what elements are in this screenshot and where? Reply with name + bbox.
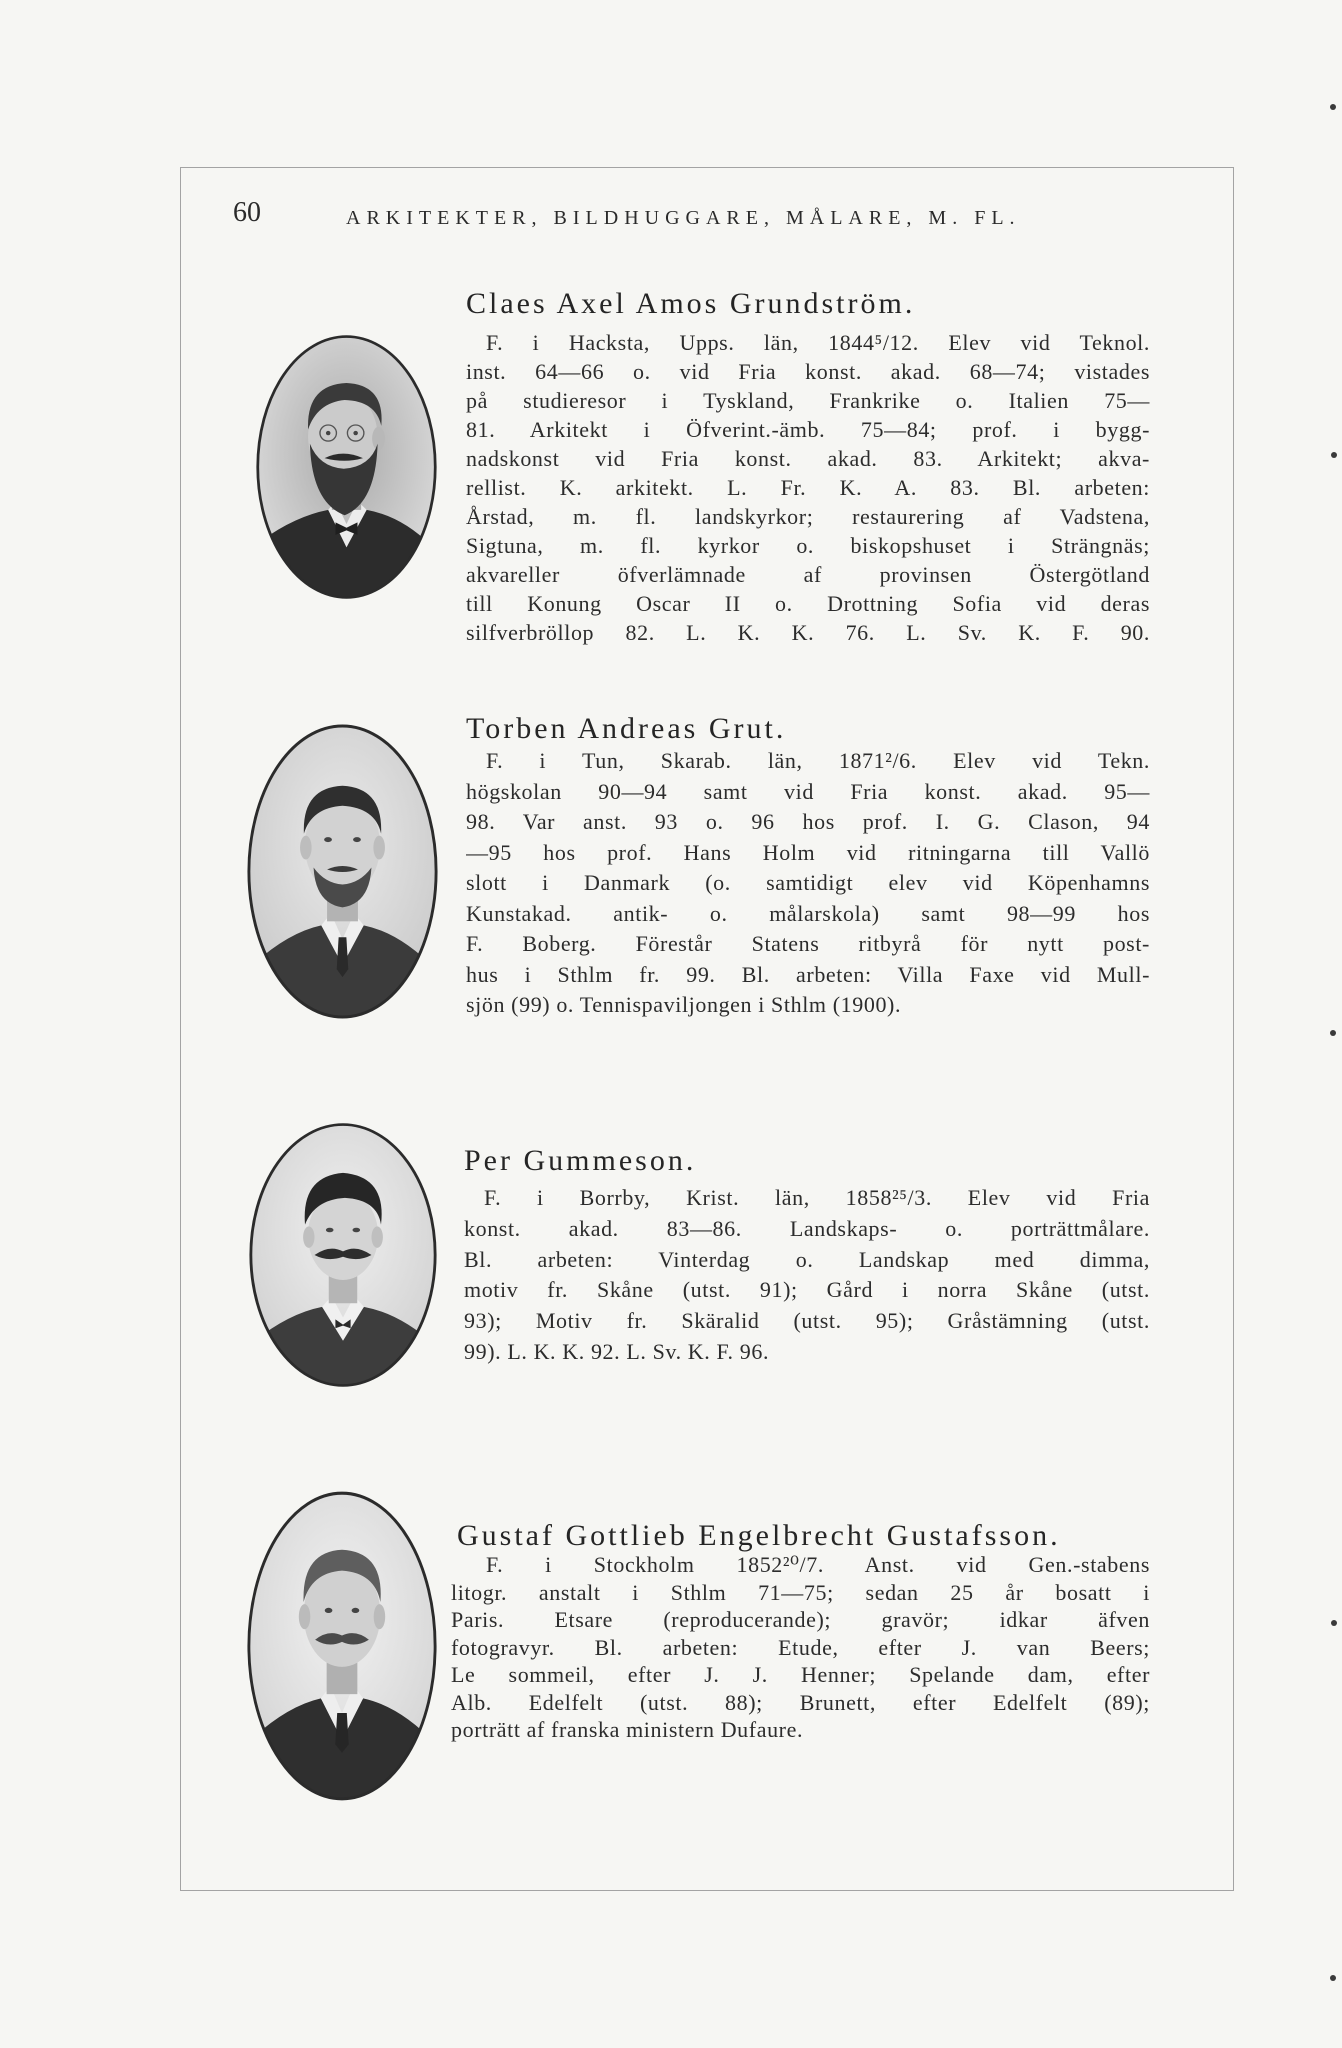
text-line: F. i Tun, Skarab. län, 1871²/6. Elev vid Tekn. [486,748,1150,773]
portrait-image [246,722,439,1021]
text-line: inst. 64—66 o. vid Fria konst. akad. 68—74; vistades [466,359,1150,384]
text-line: rellist. K. arkitekt. L. Fr. K. A. 83. Bl. arbeten: [466,475,1150,500]
text-line: motiv fr. Skåne (utst. 91); Gård i norra Skåne (utst. [464,1277,1150,1303]
page-number: 60 [233,197,261,228]
text-line: —95 hos prof. Hans Holm vid ritningarna till Vallö [466,839,1150,865]
text-line: akvareller öfverlämnade af provinsen Östergötland [466,562,1150,587]
entry-title: Per Gummeson. [464,1144,697,1177]
text-line: konst. akad. 83—86. Landskaps- o. porträttmålare. [464,1215,1150,1241]
entry-title: Claes Axel Amos Grundström. [466,287,916,320]
running-head: ARKITEKTER, BILDHUGGARE, MÅLARE, M. FL. [346,207,1021,229]
entry-body [464,1183,1150,1368]
entry-title: Torben Andreas Grut. [466,712,787,745]
text-line: 81. Arkitekt i Öfverint.-ämb. 75—84; prof. i bygg- [466,417,1150,442]
text-line: F. Boberg. Förestår Statens ritbyrå för nytt post- [466,931,1150,956]
text-line: F. i Hacksta, Upps. län, 1844⁵/12. Elev vid Teknol. [486,330,1150,355]
text-line: hus i Sthlm fr. 99. Bl. arbeten: Villa Faxe vid Mull- [466,961,1150,987]
text-line: Årstad, m. fl. landskyrkor; restaurering af Vadstena, [466,504,1150,529]
text-line: porträtt af franska ministern Dufaure. [451,1717,804,1742]
text-line: till Konung Oscar II o. Drottning Sofia vid deras [466,591,1150,616]
text-line: slott i Danmark (o. samtidigt elev vid Köpenhamns [466,870,1150,895]
portrait-gummeson [248,1121,438,1389]
text-line: F. i Borrby, Krist. län, 1858²⁵/3. Elev vid Fria [484,1185,1150,1210]
portrait-image [248,1121,438,1389]
text-line: Alb. Edelfelt (utst. 88); Brunett, efter Edelfelt (89); [451,1689,1150,1715]
text-line: 98. Var anst. 93 o. 96 hos prof. I. G. Clason, 94 [466,809,1150,834]
text-line: Le sommeil, efter J. J. Henner; Spelande dam, efter [451,1662,1150,1687]
text-line: Kunstakad. antik- o. målarskola) samt 98—99 hos [466,900,1150,926]
entry-body [466,328,1150,647]
scan-speck [1331,452,1337,458]
text-line: högskolan 90—94 samt vid Fria konst. akad. 95— [466,778,1150,804]
text-line: fotogravyr. Bl. arbeten: Etude, efter J. van Beers; [451,1634,1150,1660]
entry-body [451,1551,1150,1744]
scan-speck [1330,104,1336,110]
text-line: Paris. Etsare (reproducerande); gravör; idkar äfven [451,1607,1150,1632]
text-line: F. i Stockholm 1852²⁰/7. Anst. vid Gen.-stabens [486,1552,1150,1577]
entry-title: Gustaf Gottlieb Engelbrecht Gustafsson. [457,1519,1061,1552]
portrait-image [255,333,438,601]
portrait-gustafsson [246,1489,438,1803]
text-line: litogr. anstalt i Sthlm 71—75; sedan 25 år bosatt i [451,1579,1150,1605]
entry-body [466,746,1150,1021]
portrait-image [246,1489,438,1803]
text-line: Sigtuna, m. fl. kyrkor o. biskopshuset i Strängnäs; [466,533,1150,558]
text-line: sjön (99) o. Tennispaviljongen i Sthlm (1900). [466,992,902,1017]
portrait-grut [246,722,439,1021]
text-line: silfverbröllop 82. L. K. K. 76. L. Sv. K. F. 90. [466,620,1150,645]
scan-speck [1331,1620,1337,1626]
text-line: 99). L. K. K. 92. L. Sv. K. F. 96. [464,1338,770,1364]
text-line: 93); Motiv fr. Skäralid (utst. 95); Gråstämning (utst. [464,1308,1150,1334]
scan-speck [1330,1030,1336,1036]
text-line: nadskonst vid Fria konst. akad. 83. Arkitekt; akva- [466,446,1150,471]
text-line: på studieresor i Tyskland, Frankrike o. Italien 75— [466,388,1150,413]
scan-speck [1330,1975,1336,1981]
portrait-grundstrom [255,333,438,601]
text-line: Bl. arbeten: Vinterdag o. Landskap med dimma, [464,1246,1150,1272]
